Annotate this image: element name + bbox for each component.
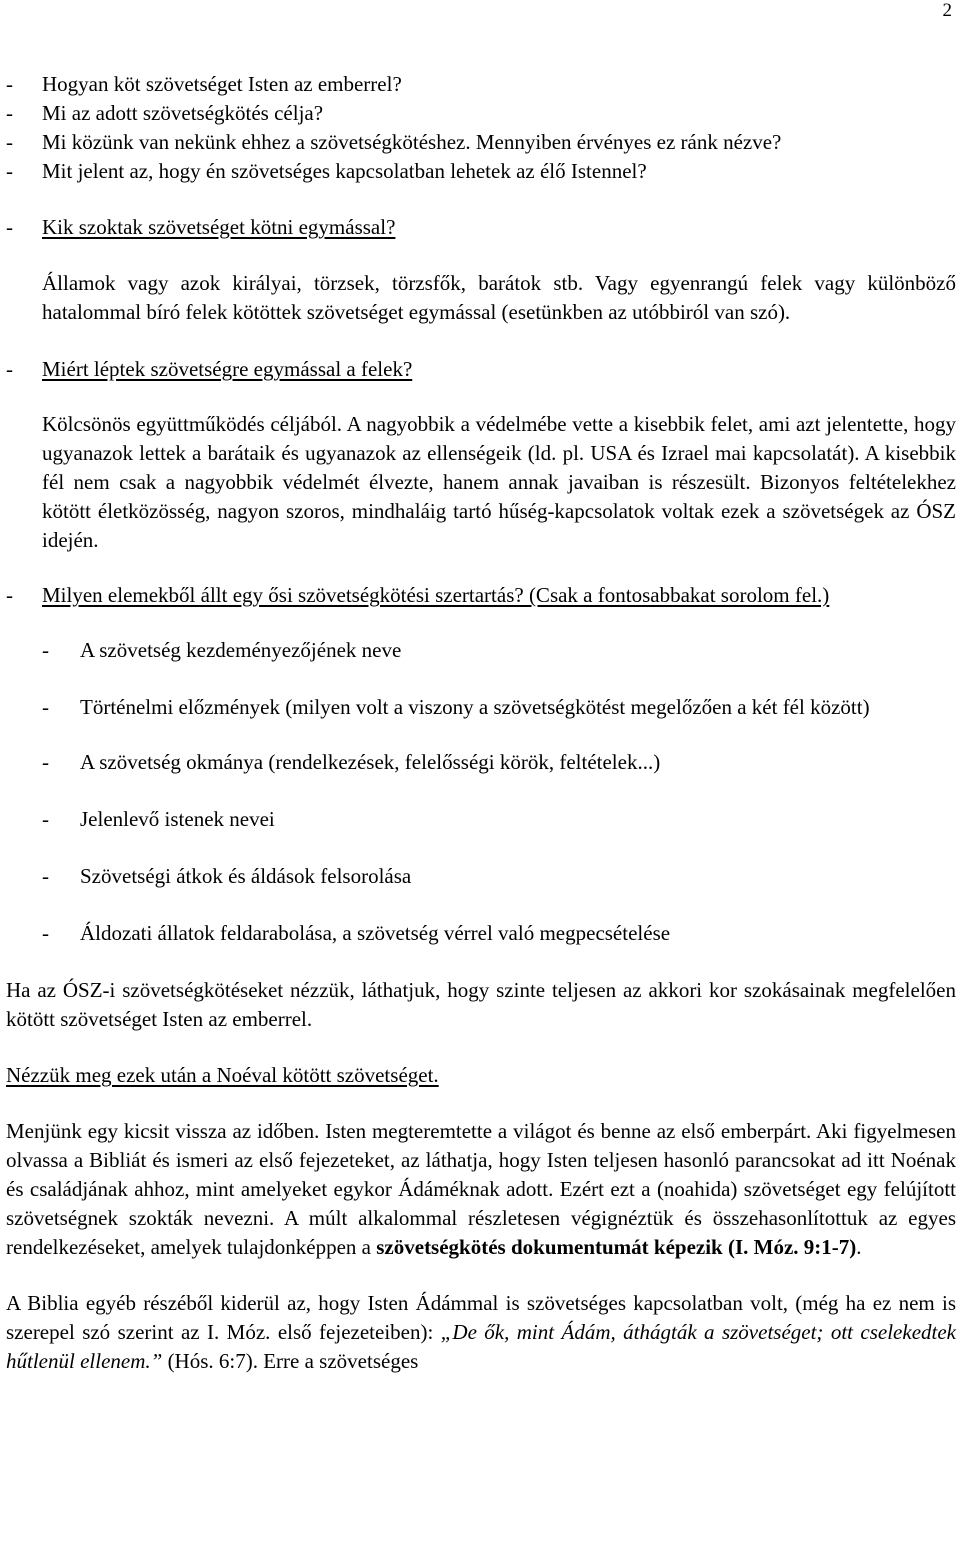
question-heading: - Milyen elemekből állt egy ősi szövetségkötési szertartás? (Csak a fontosabbakat sorolom fel.) xyxy=(6,583,830,607)
document-page xyxy=(6,70,956,1376)
list-item: - A szövetség kezdeményezőjének neve xyxy=(42,638,402,662)
page-number: 2 xyxy=(942,0,952,21)
answer-paragraph: Kölcsönös együttműködés céljából. A nagyobbik a védelmébe vette a kisebbik felet, ami azt jelentette, hogy ugyanazok lettek a barátaik és ugyanazok az ellenségeik (ld. pl. USA és Izrael mai kapcsolatát). A kisebbik fél nem csak a nagyobbik védelmét élvezte, hanem annak javaiban is részesült. Bizonyos feltételekhez kötött életközösség, nagyon szoros, mindhaláig tartó hűség-kapcsolatok voltak ezek a szövetségek az ÓSZ idején. xyxy=(42,412,956,552)
list-item: - Mi közünk van nekünk ehhez a szövetségkötéshez. Mennyiben érvényes ez ránk nézve? xyxy=(6,130,782,154)
body-paragraph: A Biblia egyéb részéből kiderül az, hogy Isten Ádámmal is szövetséges kapcsolatban volt, (még ha ez nem is szerepel szó szerint az I. Móz. első fejezeteiben): „De ők, mint Ádám, áthágták a szövetséget; ott cselekedtek hűtlenül ellenem.” (Hós. 6:7). Erre a szövetséges xyxy=(6,1291,956,1373)
question-heading: - Miért léptek szövetségre egymással a felek? xyxy=(6,357,413,381)
intro-questions xyxy=(6,70,956,186)
list-item: - Szövetségi átkok és áldások felsorolása xyxy=(42,864,412,888)
question-heading: - Kik szoktak szövetséget kötni egymással? xyxy=(6,215,396,239)
body-paragraph: Menjünk egy kicsit vissza az időben. Isten megteremtette a világot és benne az első emberpárt. Aki figyelmesen olvassa a Bibliát és ismeri az első fejezeteket, az láthatja, hogy Isten teljesen hasonló parancsokat ad itt Noénak és családjának ahhoz, mint amelyeket egykor Ádáméknak adott. Ezért ezt a (noahida) szövetséget egy felújított szövetségnek szokták nevezni. A múlt alkalommal részletesen végignéztük és összehasonlítottuk az egyes rendelkezéseket, amelyek tulajdonképpen a szövetségkötés dokumentumát képezik (I. Móz. 9:1-7). xyxy=(6,1119,956,1259)
list-item: - A szövetség okmánya (rendelkezések, felelősségi körök, feltételek...) xyxy=(42,750,661,774)
italic-quote: „De ők, mint Ádám, áthágták a szövetséget; ott cselekedtek hűtlenül ellenem.” xyxy=(6,1320,956,1373)
list-item: - Mi az adott szövetségkötés célja? xyxy=(6,101,324,125)
answer-paragraph: Államok vagy azok királyai, törzsek, törzsfők, barátok stb. Vagy egyenrangú felek vagy különböző hatalommal bíró felek kötöttek szövetséget egymással (esetünkben az utóbbiról van szó). xyxy=(42,271,956,324)
body-paragraph: Ha az ÓSZ-i szövetségkötéseket nézzük, láthatjuk, hogy szinte teljesen az akkori kor szokásainak megfelelően kötött szövetséget Isten az emberrel. xyxy=(6,978,956,1031)
bold-reference: szövetségkötés dokumentumát képezik (I. Móz. 9:1-7) xyxy=(376,1235,857,1259)
list-item: - Hogyan köt szövetséget Isten az emberrel? xyxy=(6,72,402,96)
list-item: - Jelenlevő istenek nevei xyxy=(42,807,275,831)
list-item: - Mit jelent az, hogy én szövetséges kapcsolatban lehetek az élő Istennel? xyxy=(6,159,647,183)
list-item: - Történelmi előzmények (milyen volt a viszony a szövetségkötést megelőzően a két fél között) xyxy=(42,695,870,719)
list-item: - Áldozati állatok feldarabolása, a szövetség vérrel való megpecsételése xyxy=(42,921,671,945)
section-heading: Nézzük meg ezek után a Noéval kötött szövetséget. xyxy=(6,1063,439,1087)
